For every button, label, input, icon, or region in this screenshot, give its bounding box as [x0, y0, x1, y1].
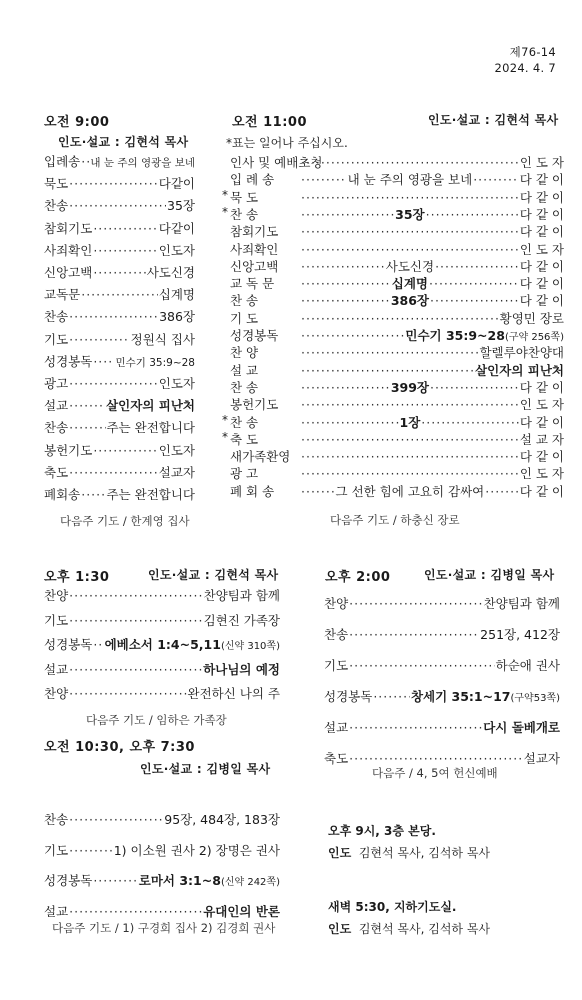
- order-row: [44, 330, 195, 350]
- bulletin-number: 제76-14: [509, 45, 556, 59]
- leader-dots: [485, 484, 519, 499]
- order-label: 찬송: [44, 812, 69, 827]
- leader-dots: [81, 287, 158, 302]
- order-label: * 묵 도: [230, 189, 259, 205]
- order-value: 다 같 이: [519, 293, 564, 309]
- order-row: [230, 170, 564, 187]
- order-label: 찬 양: [230, 345, 259, 361]
- order-value: 로마서 3:1~8: [138, 873, 221, 888]
- leader-dots: [421, 415, 519, 430]
- order-value: 다 같 이: [519, 224, 564, 240]
- order-row: [230, 222, 564, 239]
- order-row: [230, 395, 564, 412]
- leader-dots: [69, 843, 113, 858]
- order-label: 사죄확인: [44, 242, 93, 258]
- order-value: 하나님의 예정: [203, 661, 280, 677]
- leader-names: 김현석 목사, 김석하 목사: [358, 846, 491, 860]
- order-value: 민수기 35:9~28: [115, 356, 195, 369]
- order-label: 기도: [44, 842, 69, 858]
- next-week-prayer: 다음주 기도 / 한계영 집사: [60, 514, 190, 528]
- order-value: 살인자의 피난처: [475, 362, 564, 378]
- order-row: [44, 810, 280, 830]
- leader-dots: [373, 689, 410, 704]
- order-label: 입례송: [44, 154, 81, 169]
- section-title: 오후 2:00: [325, 570, 391, 585]
- leader-dots: [69, 420, 105, 435]
- order-value: 다시 돌베개로: [483, 720, 560, 735]
- order-value: 찬양팀과 함께: [483, 596, 560, 611]
- order-value: 95장, 484장, 183장: [164, 812, 280, 827]
- order-row: [44, 635, 280, 655]
- leader-dots: [69, 812, 163, 827]
- order-row: [44, 902, 280, 922]
- leader-dots: [430, 380, 519, 395]
- order-middle: 십계명: [391, 276, 429, 292]
- order-value: 완전하신 나의 주: [187, 686, 280, 701]
- order-value: 35장: [167, 198, 195, 214]
- order-value: 민수기 35:9~28: [405, 328, 505, 343]
- leader-dots: [301, 449, 519, 464]
- leader-dots: [349, 751, 523, 766]
- order-row: [230, 361, 564, 378]
- order-row: [44, 684, 280, 704]
- leader-dots: [301, 328, 404, 343]
- next-week-prayer: 다음주 기도 / 1) 구경희 집사 2) 김경희 권사: [52, 921, 276, 935]
- order-value: 인도자: [158, 376, 195, 391]
- order-label: 인사 및 예배초청: [230, 155, 323, 170]
- leader-dots: [69, 198, 166, 213]
- leader-dots: [301, 259, 385, 274]
- order-label: 광고: [44, 376, 69, 391]
- order-row: [230, 482, 564, 499]
- order-row: [44, 660, 280, 680]
- order-label: 폐 회 송: [230, 483, 275, 499]
- order-value: 인 도 자: [519, 241, 564, 257]
- preacher-line: 인도·설교 : 김현석 목사: [428, 113, 559, 127]
- order-row: [44, 152, 195, 172]
- order-middle: 내 눈 주의 영광을 보네: [347, 172, 473, 188]
- order-value: 다 같 이: [519, 189, 564, 205]
- leader-dots: [430, 293, 519, 308]
- order-label: 찬송: [44, 198, 69, 214]
- order-label: 설 교: [230, 362, 259, 378]
- order-row: [230, 274, 564, 291]
- order-label: 성경봉독: [44, 637, 93, 652]
- order-label: 찬송: [44, 420, 69, 436]
- order-label: 설교: [44, 661, 69, 677]
- order-label: 기도: [44, 331, 69, 347]
- order-label: 기도: [44, 612, 69, 628]
- order-value: 주는 완전합니다: [106, 487, 195, 502]
- leader-dots: [81, 154, 89, 169]
- leader-dots: [301, 276, 391, 291]
- order-row: [230, 188, 564, 205]
- order-value: 1) 이소원 권사 2) 장명은 권사: [113, 842, 280, 858]
- order-row: [44, 374, 195, 394]
- leader-dots: [301, 415, 399, 430]
- order-row: [44, 463, 195, 483]
- leader-dots: [426, 207, 519, 222]
- order-label: 설교: [324, 720, 349, 735]
- order-row: [324, 625, 560, 645]
- order-label: 입 례 송: [230, 172, 275, 188]
- order-value: 사도신경: [146, 265, 195, 280]
- leader-dots: [93, 637, 103, 652]
- leader-names: 김현석 목사, 김석하 목사: [358, 922, 491, 936]
- leader-dots: [301, 466, 519, 481]
- order-value: 인 도 자: [519, 397, 564, 413]
- page-reference: (구약 256쪽): [504, 332, 564, 343]
- order-label: 찬송: [324, 627, 349, 642]
- order-row: [230, 326, 564, 343]
- bulletin-header: [494, 44, 556, 76]
- leader-dots: [69, 465, 158, 480]
- leader-label: 인도: [328, 922, 352, 936]
- leader-dots: [301, 432, 519, 447]
- leader-dots: [69, 332, 129, 347]
- preacher-line: 인도·설교 : 김현석 목사: [148, 568, 279, 582]
- order-middle: 1장: [399, 414, 421, 430]
- order-row: [230, 413, 564, 430]
- order-value: 다 같 이: [519, 414, 564, 430]
- order-label: 찬 송: [230, 379, 259, 395]
- leader-dots: [69, 376, 158, 391]
- page-reference: (구약53쪽): [510, 693, 560, 704]
- preacher-line: 인도·설교 : 김현석 목사: [58, 135, 189, 149]
- order-row: [230, 309, 564, 326]
- order-value: 다 같 이: [519, 276, 564, 292]
- service-9pm-time: 오후 9시, 3층 본당.: [328, 824, 436, 838]
- order-row: [324, 718, 560, 738]
- leader-dots: [69, 588, 202, 603]
- standing-note: *표는 일어나 주십시오.: [226, 136, 348, 150]
- order-row: [44, 307, 195, 327]
- order-row: [230, 291, 564, 308]
- leader-dots: [301, 397, 519, 412]
- order-row: [230, 153, 564, 170]
- section-title: 오전 11:00: [232, 115, 308, 130]
- order-label: 성경봉독: [324, 689, 373, 704]
- leader-dots: [301, 190, 519, 205]
- preacher-line: 인도·설교 : 김병일 목사: [424, 568, 555, 582]
- leader-dots: [301, 484, 335, 499]
- order-value: 다 같 이: [519, 172, 564, 188]
- next-week-note: 다음주 / 4, 5여 헌신예배: [372, 766, 498, 780]
- leader-dots: [301, 155, 519, 170]
- order-label: 찬양: [44, 588, 69, 603]
- order-value: 십계명: [158, 287, 195, 303]
- order-middle: 사도신경: [385, 258, 435, 274]
- order-value: 다 같 이: [519, 483, 564, 499]
- order-value: 다 같 이: [519, 449, 564, 465]
- leader-dots: [69, 309, 158, 324]
- order-row: [44, 219, 195, 239]
- order-value: 주는 완전합니다: [106, 420, 195, 436]
- order-label: 묵도: [44, 176, 69, 192]
- leader-dots: [93, 873, 137, 888]
- service-dawn-leaders: [328, 920, 490, 937]
- bulletin-date: 2024. 4. 7: [494, 61, 556, 75]
- order-value: 하순애 권사: [495, 658, 560, 673]
- order-row: [44, 586, 280, 606]
- order-label: * 찬 송: [230, 206, 259, 222]
- order-value: 다같이: [158, 220, 195, 236]
- order-label: 찬양: [324, 596, 349, 611]
- order-middle: 35장: [395, 206, 425, 222]
- order-row: [44, 285, 195, 305]
- order-value: 다 같 이: [519, 379, 564, 395]
- leader-dots: [301, 172, 347, 187]
- order-row: [230, 205, 564, 222]
- order-row: [44, 241, 195, 261]
- order-label: 찬양: [44, 686, 69, 701]
- order-value: 창세기 35:1~17: [410, 689, 511, 704]
- preacher-line: 인도·설교 : 김병일 목사: [140, 762, 271, 776]
- order-value: 386장: [159, 309, 195, 325]
- leader-dots: [93, 265, 145, 280]
- service-9pm-leaders: [328, 844, 490, 861]
- order-label: 성경봉독: [230, 328, 279, 343]
- page-reference: (신약 242쪽): [220, 877, 280, 888]
- order-value: 정원식 집사: [130, 331, 195, 347]
- order-row: [230, 430, 564, 447]
- order-label: 성경봉독: [44, 353, 93, 369]
- leader-dots: [93, 243, 157, 258]
- leader-dots: [349, 658, 494, 673]
- leader-dots: [349, 720, 482, 735]
- order-middle: 386장: [390, 293, 429, 309]
- order-label: 새가족환영: [230, 449, 291, 465]
- leader-dots: [301, 380, 390, 395]
- order-label: 교독문: [44, 287, 81, 303]
- order-label: 광 고: [230, 466, 259, 482]
- order-value: 할렐루야찬양대: [479, 345, 564, 361]
- order-label: 신앙고백: [230, 258, 279, 274]
- next-week-prayer: 다음주 기도 / 임하은 가족장: [86, 713, 227, 727]
- order-row: [44, 196, 195, 216]
- order-row: [230, 447, 564, 464]
- order-value: 황영민 장로: [499, 310, 564, 326]
- order-row: [324, 687, 560, 707]
- leader-dots: [301, 293, 390, 308]
- order-label: 봉헌기도: [230, 397, 279, 413]
- order-label: 기도: [324, 658, 349, 673]
- order-row: [44, 174, 195, 194]
- section-title: 오후 1:30: [44, 570, 110, 585]
- service-dawn-time: 새벽 5:30, 지하기도실.: [328, 900, 457, 914]
- order-row: [44, 485, 195, 505]
- order-row: [44, 611, 280, 631]
- order-row: [44, 841, 280, 861]
- order-value: 설 교 자: [519, 431, 564, 447]
- order-row: [230, 343, 564, 360]
- leader-dots: [301, 311, 499, 326]
- order-label: 축도: [44, 464, 69, 480]
- next-week-prayer: 다음주 기도 / 하충신 장로: [330, 513, 460, 527]
- leader-dots: [301, 224, 519, 239]
- order-row: [44, 871, 280, 891]
- order-value: 찬양팀과 함께: [203, 588, 280, 603]
- order-label: * 축 도: [230, 431, 259, 447]
- order-label: 찬 송: [230, 293, 259, 309]
- order-value: 유대인의 반론: [203, 903, 280, 919]
- order-value: 인 도 자: [519, 466, 564, 482]
- order-value: 다같이: [158, 176, 195, 192]
- order-label: 성경봉독: [44, 873, 93, 888]
- leader-dots: [69, 662, 202, 677]
- order-label: 찬송: [44, 309, 69, 325]
- leader-dots: [301, 345, 478, 360]
- leader-dots: [435, 259, 519, 274]
- order-value: 에베소서 1:4~5,11: [104, 637, 221, 652]
- leader-dots: [429, 276, 519, 291]
- leader-dots: [301, 363, 474, 378]
- order-value: 설교자: [523, 751, 560, 766]
- leader-dots: [349, 627, 479, 642]
- order-row: [44, 441, 195, 461]
- leader-dots: [301, 242, 519, 257]
- order-label: 기 도: [230, 310, 259, 326]
- order-row: [44, 418, 195, 438]
- leader-dots: [81, 487, 105, 502]
- order-row: [44, 352, 195, 372]
- order-label: 설교: [44, 903, 69, 919]
- leader-dots: [93, 354, 114, 369]
- order-label: 교 독 문: [230, 276, 275, 292]
- section-title: 오전 10:30, 오후 7:30: [44, 740, 195, 755]
- order-label: 참회기도: [44, 220, 93, 236]
- leader-dots: [69, 176, 158, 191]
- leader-label: 인도: [328, 846, 352, 860]
- order-label: 설교: [44, 398, 69, 414]
- order-label: 사죄확인: [230, 241, 279, 257]
- leader-dots: [93, 221, 157, 236]
- leader-dots: [301, 207, 394, 222]
- order-row: [324, 594, 560, 614]
- leader-dots: [69, 398, 105, 413]
- order-value: 다 같 이: [519, 258, 564, 274]
- order-value: 인도자: [158, 242, 195, 258]
- order-value: 설교자: [158, 464, 195, 480]
- section-title: 오전 9:00: [44, 115, 110, 130]
- order-row: [44, 396, 195, 416]
- order-row: [230, 464, 564, 481]
- order-row: [44, 263, 195, 283]
- order-label: 폐회송: [44, 487, 81, 502]
- leader-dots: [93, 443, 157, 458]
- order-value: 김현진 가족장: [203, 612, 280, 628]
- leader-dots: [69, 904, 202, 919]
- order-label: * 찬 송: [230, 414, 259, 430]
- order-value: 다 같 이: [519, 206, 564, 222]
- leader-dots: [69, 613, 202, 628]
- leader-dots: [473, 172, 519, 187]
- order-middle: 그 선한 힘에 고요히 감싸여: [335, 483, 485, 499]
- order-row: [324, 656, 560, 676]
- order-value: 인 도 자: [519, 155, 564, 170]
- order-label: 신앙고백: [44, 265, 93, 280]
- order-row: [230, 240, 564, 257]
- order-row: [230, 378, 564, 395]
- order-value: 살인자의 피난처: [106, 398, 195, 414]
- order-value: 251장, 412장: [480, 627, 560, 642]
- order-value: 인도자: [158, 442, 195, 458]
- order-value: 내 눈 주의 영광을 보네: [90, 157, 195, 169]
- leader-dots: [69, 686, 186, 701]
- page-reference: (신약 310쪽): [220, 641, 280, 652]
- order-label: 축도: [324, 751, 349, 766]
- order-row: [230, 257, 564, 274]
- order-label: 참회기도: [230, 224, 279, 240]
- order-label: 봉헌기도: [44, 442, 93, 458]
- order-middle: 399장: [390, 379, 429, 395]
- leader-dots: [349, 596, 482, 611]
